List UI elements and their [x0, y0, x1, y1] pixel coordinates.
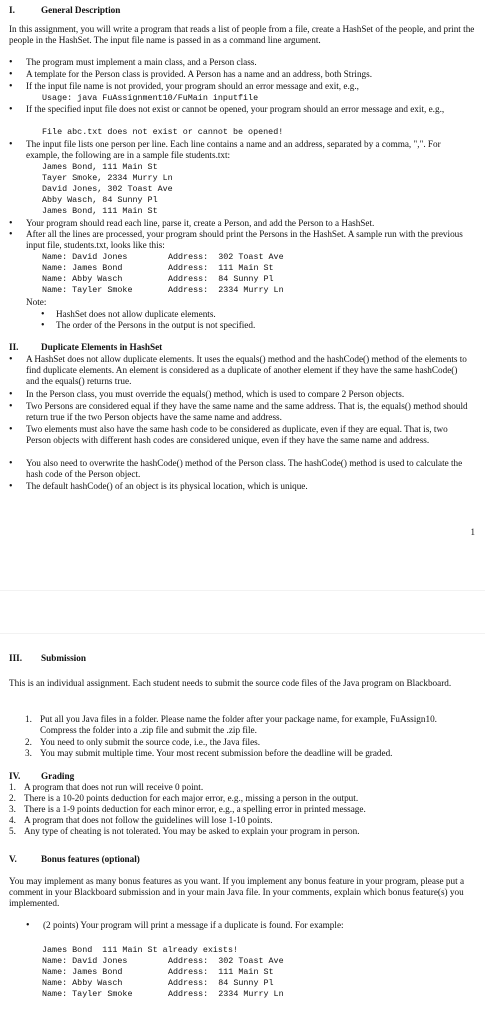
run-name: Name: James Bond: [42, 967, 123, 977]
bullet-text: The input file lists one person per line. Each line contains a name and an address, separated by a comma, ",". For example, the following are in a sample file students.txt:: [26, 139, 441, 160]
run-address: Address: 2334 Murry Ln: [168, 989, 284, 999]
run-name: Name: David Jones: [42, 956, 128, 966]
file-error-code: File abc.txt does not exist or cannot be opened!: [42, 127, 284, 137]
bullet-icon: •: [9, 401, 13, 412]
note-text: The order of the Persons in the output is not specified.: [56, 320, 256, 330]
bullet-text: After all the lines are processed, your program should print the Persons in the HashSet. A sample run with the previous input file, students.txt, looks like this:: [26, 229, 463, 250]
sample-line: Tayer Smoke, 2334 Murry Ln: [42, 173, 173, 183]
section-number: IV.: [9, 771, 21, 781]
run-address: Address: 111 Main St: [168, 967, 274, 977]
run-name: Name: Tayler Smoke: [42, 285, 133, 295]
run-name: Name: Abby Wasch: [42, 978, 123, 988]
bullet-icon: •: [9, 104, 13, 115]
submission-intro: This is an individual assignment. Each student needs to submit the source code files of the Java program on Blackboard.: [9, 678, 452, 688]
run-address: Address: 111 Main St: [168, 263, 274, 273]
grading-number: 1.: [9, 782, 16, 792]
run-address: Address: 2334 Murry Ln: [168, 285, 284, 295]
bullet-icon: •: [9, 57, 13, 68]
section-heading-duplicate-elements: [9, 342, 162, 353]
run-address: Address: 84 Sunny Pl: [168, 274, 274, 284]
bullet-text: If the input file name is not provided, your program should an error message and exit, e.g.,: [26, 81, 359, 91]
bullet-text: The default hashCode() of an object is its physical location, which is unique.: [26, 481, 308, 491]
section-title: Duplicate Elements in HashSet: [41, 342, 163, 352]
document-page-2: [0, 632, 485, 1025]
bullet-text: Two elements must also have the same hash code to be considered as duplicate, even if they are equal. That is, two Person objects with different hash codes are considered unique, even if they have the same name and address.: [26, 424, 448, 445]
section-number: II.: [9, 342, 19, 352]
grading-text: A program that does not follow the guidelines will lose 1-10 points.: [24, 815, 273, 825]
bullet-icon: •: [9, 139, 13, 150]
grading-text: A program that does not run will receive 0 point.: [24, 782, 204, 792]
grading-text: There is a 1-9 points deduction for each minor error, e.g., a spelling error in printed message.: [24, 804, 366, 814]
run-name: Name: David Jones: [42, 252, 128, 262]
grading-number: 5.: [9, 826, 16, 836]
sample-line: David Jones, 302 Toast Ave: [42, 184, 173, 194]
sample-line: James Bond, 111 Main St: [42, 162, 158, 172]
grading-text: Any type of cheating is not tolerated. You may be asked to explain your program in person.: [24, 826, 360, 836]
bullet-icon: •: [9, 81, 13, 92]
run-address: Address: 84 Sunny Pl: [168, 978, 274, 988]
bullet-icon: •: [9, 69, 13, 80]
bullet-text: In the Person class, you must override the equals() method, which is used to compare 2 Person objects.: [26, 389, 405, 399]
bullet-icon: •: [9, 218, 13, 229]
bullet-text: (2 points) Your program will print a message if a duplicate is found. For example:: [43, 920, 344, 930]
bullet-text: The program must implement a main class, and a Person class.: [26, 57, 257, 67]
bullet-icon: •: [9, 354, 13, 365]
section-title: General Description: [41, 5, 121, 15]
section-title: Bonus features (optional): [41, 854, 140, 864]
section-number: III.: [9, 653, 23, 663]
section-heading-general-description: [9, 5, 120, 16]
bullet-icon: •: [26, 920, 30, 931]
bullet-icon: •: [9, 458, 13, 469]
step-text: You may submit multiple time. Your most recent submission before the deadline will be graded.: [40, 748, 393, 758]
bullet-text: Your program should read each line, parse it, create a Person, and add the Person to a HashSet.: [26, 218, 375, 228]
bullet-icon: •: [9, 424, 13, 435]
bullet-text: A HashSet does not allow duplicate elements. It uses the equals() method and the hashCode() method of the elements to find duplicate elements. An element is considered as a duplicate of another element if they have the same hashCode() and the equals() returns true.: [26, 354, 467, 386]
page-number: 1: [470, 527, 475, 537]
bullet-icon: •: [9, 481, 13, 492]
run-address: Address: 302 Toast Ave: [168, 252, 284, 262]
bullet-icon: •: [41, 309, 45, 320]
section-heading-bonus: [9, 854, 140, 865]
section-heading-submission: [9, 653, 86, 664]
bullet-text: You also need to overwrite the hashCode() method of the Person class. The hashCode() method is used to calculate the hash code of the Person object.: [26, 458, 463, 479]
section-number: I.: [9, 5, 15, 15]
note-text: HashSet does not allow duplicate elements.: [56, 309, 216, 319]
grading-number: 3.: [9, 804, 16, 814]
bullet-icon: •: [9, 229, 13, 240]
bullet-text: Two Persons are considered equal if they have the same name and the same address. That is, the equals() method should return true if the two Person objects have the same name and address.: [26, 401, 468, 422]
section-heading-grading: [9, 771, 74, 782]
duplicate-message: James Bond 111 Main St already exists!: [42, 945, 239, 955]
bullet-text: A template for the Person class is provided. A Person has a name and an address, both Strings.: [26, 69, 373, 79]
page-separator: [0, 590, 485, 634]
bonus-intro: You may implement as many bonus features as you want. If you implement any bonus feature in your program, please put a comment in your Blackboard submission and in your main Java file. In your comments, explain which bonus feature(s) you implemented.: [9, 876, 465, 908]
sample-line: Abby Wasch, 84 Sunny Pl: [42, 195, 158, 205]
run-name: Name: James Bond: [42, 263, 123, 273]
intro-paragraph: In this assignment, you will write a program that reads a list of people from a file, create a HashSet of the people, and print the people in the HashSet. The input file name is passed in as a command line argument.: [9, 24, 475, 45]
usage-code: Usage: java FuAssignment10/FuMain inputfile: [42, 93, 259, 103]
step-text: You need to only submit the source code, i.e., the Java files.: [40, 737, 261, 747]
section-title: Grading: [41, 771, 75, 781]
bullet-icon: •: [41, 320, 45, 331]
bullet-icon: •: [9, 389, 13, 400]
note-label: Note:: [26, 297, 47, 307]
section-title: Submission: [41, 653, 86, 663]
bullet-text: If the specified input file does not exist or cannot be opened, your program should an error message and exit, e.g.,: [26, 104, 445, 114]
section-number: V.: [9, 854, 17, 864]
run-name: Name: Tayler Smoke: [42, 989, 133, 999]
grading-number: 4.: [9, 815, 16, 825]
grading-number: 2.: [9, 793, 16, 803]
run-name: Name: Abby Wasch: [42, 274, 123, 284]
step-number: 3.: [25, 748, 32, 758]
run-address: Address: 302 Toast Ave: [168, 956, 284, 966]
step-number: 1.: [25, 714, 32, 724]
step-text: Put all you Java files in a folder. Please name the folder after your package name, for example, FuAssign10. Compress the folder into a .zip file and submit the .zip file.: [40, 714, 437, 735]
sample-line: James Bond, 111 Main St: [42, 206, 158, 216]
step-number: 2.: [25, 737, 32, 747]
grading-text: There is a 10-20 points deduction for each major error, e.g., missing a person in the output.: [24, 793, 359, 803]
